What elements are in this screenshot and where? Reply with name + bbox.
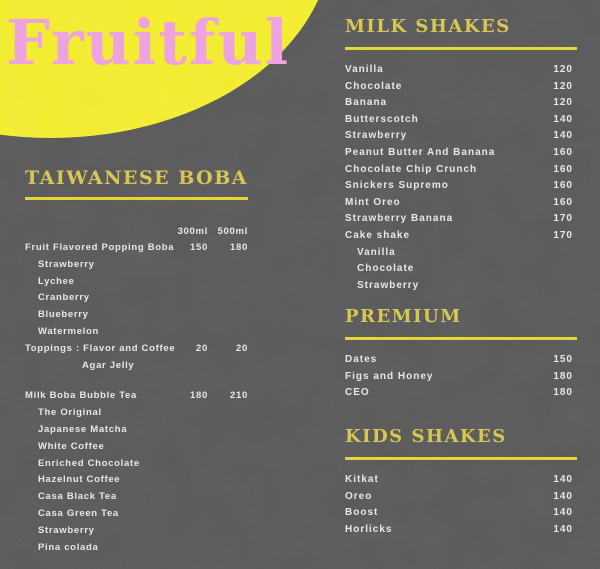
item-name: Snickers Supremo	[345, 180, 449, 192]
section-premium	[345, 304, 577, 402]
menu-item-row	[25, 523, 248, 540]
price-300ml: 180	[190, 390, 208, 402]
menu-item-row	[25, 456, 248, 473]
menu-item-row	[345, 278, 577, 295]
item-name: Casa Green Tea	[38, 507, 119, 519]
menu-item-row	[345, 112, 577, 129]
item-name: Strawberry	[38, 524, 95, 536]
menu-item-row	[345, 145, 577, 162]
menu-item-row	[345, 195, 577, 212]
menu-item-row	[25, 240, 248, 257]
menu-item-row	[25, 405, 248, 422]
menu-item-row	[345, 352, 577, 369]
menu-item-row	[345, 522, 577, 539]
menu-item-row	[25, 290, 248, 307]
item-name: Japanese Matcha	[38, 423, 128, 435]
item-name: Toppings : Flavor and Coffee	[25, 342, 176, 354]
item-price: 160	[553, 146, 573, 158]
item-name: Cake shake	[345, 229, 411, 241]
item-price: 140	[553, 490, 573, 502]
section-milk-shakes	[345, 14, 577, 294]
item-name: Hazelnut Coffee	[38, 474, 121, 486]
item-name: White Coffee	[38, 440, 105, 452]
menu-item-row	[345, 261, 577, 278]
item-name: Casa Black Tea	[38, 491, 117, 503]
menu-item-row	[345, 505, 577, 522]
menu-item-row	[345, 385, 577, 402]
heading-underline	[345, 47, 577, 50]
item-price: 120	[553, 80, 573, 92]
menu-item-row	[345, 79, 577, 96]
item-name: Chocolate Chip Crunch	[345, 163, 478, 175]
menu-item-row	[25, 439, 248, 456]
section-heading: KIDS SHAKES	[345, 426, 507, 447]
section-heading: PREMIUM	[345, 306, 462, 327]
item-name: Banana	[345, 97, 388, 109]
menu-item-row	[25, 307, 248, 324]
section-heading: MILK SHAKES	[345, 16, 511, 37]
item-name: Strawberry	[38, 258, 95, 270]
item-name: Dates	[345, 354, 378, 365]
menu-item-row	[345, 369, 577, 386]
menu-item-row	[345, 489, 577, 506]
item-name: Strawberry	[357, 279, 420, 291]
item-price: 140	[553, 130, 573, 142]
item-name: Butterscotch	[345, 113, 419, 125]
menu-item-row	[25, 358, 248, 375]
item-name: Milk Boba Bubble Tea	[25, 390, 138, 402]
menu-item-row	[25, 472, 248, 489]
item-name: Enriched Chocolate	[38, 457, 140, 469]
item-name: Strawberry	[345, 130, 408, 142]
item-name: Peanut Butter And Banana	[345, 146, 496, 158]
item-price: 140	[553, 507, 573, 519]
item-price: 160	[553, 180, 573, 192]
item-price: 120	[553, 97, 573, 109]
item-list	[345, 352, 577, 402]
heading-underline	[25, 197, 248, 200]
item-name: Boost	[345, 507, 379, 519]
item-name: Chocolate	[357, 263, 415, 275]
menu-item-row	[25, 257, 248, 274]
item-price: 160	[553, 163, 573, 175]
item-price: 150	[553, 354, 573, 365]
item-name: Oreo	[345, 490, 373, 502]
menu-item-row	[25, 422, 248, 439]
size-header-300ml: 300ml	[177, 226, 208, 237]
menu-item-row	[25, 388, 248, 405]
item-list	[25, 240, 248, 556]
item-name: Fruit Flavored Popping Boba	[25, 242, 175, 253]
menu-item-row	[25, 324, 248, 341]
heading-underline	[345, 457, 577, 460]
item-price: 120	[553, 64, 573, 75]
section-taiwanese-boba	[25, 166, 248, 556]
menu-item-row	[345, 472, 577, 489]
size-header-row	[25, 224, 248, 240]
menu-item-row	[25, 506, 248, 523]
menu-item-row	[25, 341, 248, 358]
item-price: 140	[553, 523, 573, 535]
item-list	[345, 472, 577, 538]
item-name: Agar Jelly	[82, 359, 135, 371]
menu-item-row	[345, 211, 577, 228]
item-list	[345, 62, 577, 294]
price-500ml: 20	[236, 342, 248, 354]
item-name: Pina colada	[38, 541, 99, 553]
item-name: CEO	[345, 387, 370, 399]
item-name: Lychee	[38, 275, 75, 287]
heading-underline	[345, 337, 577, 340]
item-price: 170	[553, 213, 573, 225]
menu-item-row	[345, 95, 577, 112]
row-spacer	[25, 374, 248, 388]
item-price: 160	[553, 196, 573, 208]
size-header-500ml: 500ml	[217, 226, 248, 237]
item-name: The Original	[38, 407, 102, 419]
item-name: Strawberry Banana	[345, 213, 454, 225]
item-name: Watermelon	[38, 325, 100, 337]
brand-logo: Fruitful	[6, 6, 291, 79]
item-name: Vanilla	[357, 246, 396, 258]
menu-item-row	[25, 540, 248, 557]
menu-item-row	[25, 489, 248, 506]
menu-item-row	[345, 62, 577, 79]
price-500ml: 180	[230, 242, 248, 253]
item-name: Figs and Honey	[345, 370, 434, 382]
item-price: 140	[553, 474, 573, 485]
item-name: Horlicks	[345, 523, 393, 535]
menu-item-row	[345, 128, 577, 145]
item-price: 140	[553, 113, 573, 125]
item-name: Cranberry	[38, 292, 90, 304]
item-name: Mint Oreo	[345, 196, 401, 208]
price-500ml: 210	[230, 390, 248, 402]
item-price: 180	[553, 387, 573, 399]
item-name: Blueberry	[38, 309, 89, 321]
menu-item-row	[345, 178, 577, 195]
section-heading: TAIWANESE BOBA	[25, 167, 249, 189]
price-300ml: 150	[190, 242, 208, 253]
item-name: Chocolate	[345, 80, 403, 92]
price-300ml: 20	[196, 342, 208, 354]
section-kids-shakes	[345, 424, 577, 538]
menu-item-row	[345, 228, 577, 245]
item-price: 170	[553, 229, 573, 241]
menu-item-row	[345, 245, 577, 262]
menu-item-row	[25, 274, 248, 291]
menu-item-row	[345, 162, 577, 179]
item-price: 180	[553, 370, 573, 382]
item-name: Kitkat	[345, 474, 379, 485]
item-name: Vanilla	[345, 64, 384, 75]
